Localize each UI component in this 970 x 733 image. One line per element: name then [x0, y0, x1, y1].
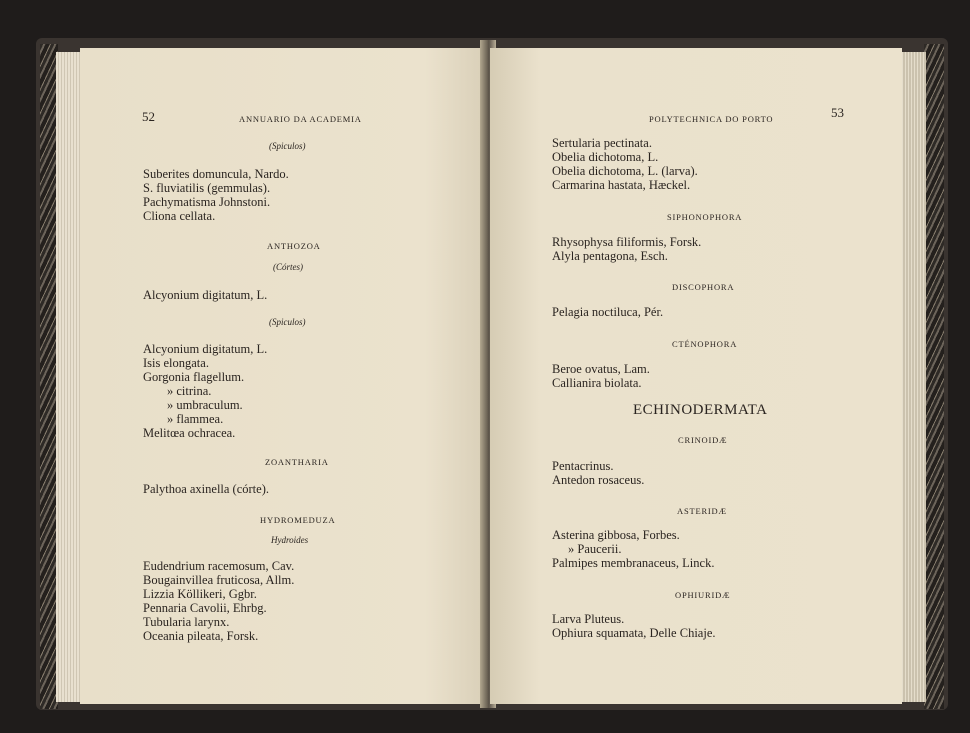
species-entry: Bougainvillea fruticosa, Allm.: [143, 573, 295, 587]
species-entry: Rhysophysa filiformis, Forsk.: [552, 235, 702, 249]
species-entry: Carmarina hastata, Hæckel.: [552, 178, 691, 192]
species-entry: Cliona cellata.: [143, 209, 216, 223]
species-entry: Asterina gibbosa, Forbes.: [552, 528, 680, 542]
section-subheading: Hydroides: [271, 535, 309, 545]
page-number: 52: [142, 109, 155, 124]
section-heading: CTÉNOPHORA: [672, 339, 738, 349]
section-heading: DISCOPHORA: [672, 282, 735, 292]
running-head: ANNUARIO DA ACADEMIA: [239, 114, 362, 124]
section-heading: ANTHOZOA: [267, 241, 321, 251]
section-heading: ZOANTHARIA: [265, 457, 329, 467]
page-number: 53: [831, 105, 844, 120]
section-heading: OPHIURIDÆ: [675, 590, 731, 600]
species-entry-ditto: » Paucerii.: [568, 542, 622, 556]
species-entry: Obelia dichotoma, L.: [552, 150, 659, 164]
section-subheading: (Spiculos): [269, 317, 306, 327]
species-entry: Alcyonium digitatum, L.: [143, 288, 268, 302]
species-entry: Lizzia Köllikeri, Ggbr.: [143, 587, 257, 601]
species-entry: Melitœa ochracea.: [143, 426, 236, 440]
species-entry: Pennaria Cavolii, Ehrbg.: [143, 601, 267, 615]
species-entry: Callianira biolata.: [552, 376, 642, 390]
species-entry-ditto: » umbraculum.: [167, 398, 243, 412]
left-page: [80, 48, 486, 704]
species-entry: Sertularia pectinata.: [552, 136, 652, 150]
species-entry: Alyla pentagona, Esch.: [552, 249, 668, 263]
page-block-left: [56, 52, 82, 702]
species-entry: Eudendrium racemosum, Cav.: [143, 559, 295, 573]
section-heading: CRINOIDÆ: [678, 435, 728, 445]
species-entry: Pachymatisma Johnstoni.: [143, 195, 271, 209]
species-entry: Alcyonium digitatum, L.: [143, 342, 268, 356]
section-subheading: (Córtes): [273, 262, 303, 272]
species-entry: Pentacrinus.: [552, 459, 614, 473]
species-entry: Larva Pluteus.: [552, 612, 625, 626]
page-block-right: [900, 52, 926, 702]
species-entry: Ophiura squamata, Delle Chiaje.: [552, 626, 716, 640]
species-entry: Gorgonia flagellum.: [143, 370, 245, 384]
species-entry: Beroe ovatus, Lam.: [552, 362, 650, 376]
species-entry: Obelia dichotoma, L. (larva).: [552, 164, 698, 178]
class-heading: ECHINODERMATA: [633, 402, 768, 418]
section-heading: HYDROMEDUZA: [260, 515, 336, 525]
species-entry: Palmipes membranaceus, Linck.: [552, 556, 715, 570]
species-entry-ditto: » flammea.: [167, 412, 224, 426]
section-heading: ASTERIDÆ: [677, 506, 727, 516]
right-page: [490, 48, 902, 704]
species-entry: Antedon rosaceus.: [552, 473, 645, 487]
species-entry: Oceania pileata, Forsk.: [143, 629, 259, 643]
species-entry: S. fluviatilis (gemmulas).: [143, 181, 271, 195]
species-entry-ditto: » citrina.: [167, 384, 212, 398]
species-entry: Pelagia noctiluca, Pér.: [552, 305, 664, 319]
section-heading: SIPHONOPHORA: [667, 212, 743, 222]
species-entry: Tubularia larynx.: [143, 615, 230, 629]
running-head: POLYTECHNICA DO PORTO: [649, 114, 774, 124]
species-entry: Isis elongata.: [143, 356, 209, 370]
marbled-edge-right: [924, 44, 944, 709]
species-entry: Palythoa axinella (córte).: [143, 482, 269, 496]
section-subheading: (Spiculos): [269, 141, 306, 151]
species-entry: Suberites domuncula, Nardo.: [143, 167, 289, 181]
